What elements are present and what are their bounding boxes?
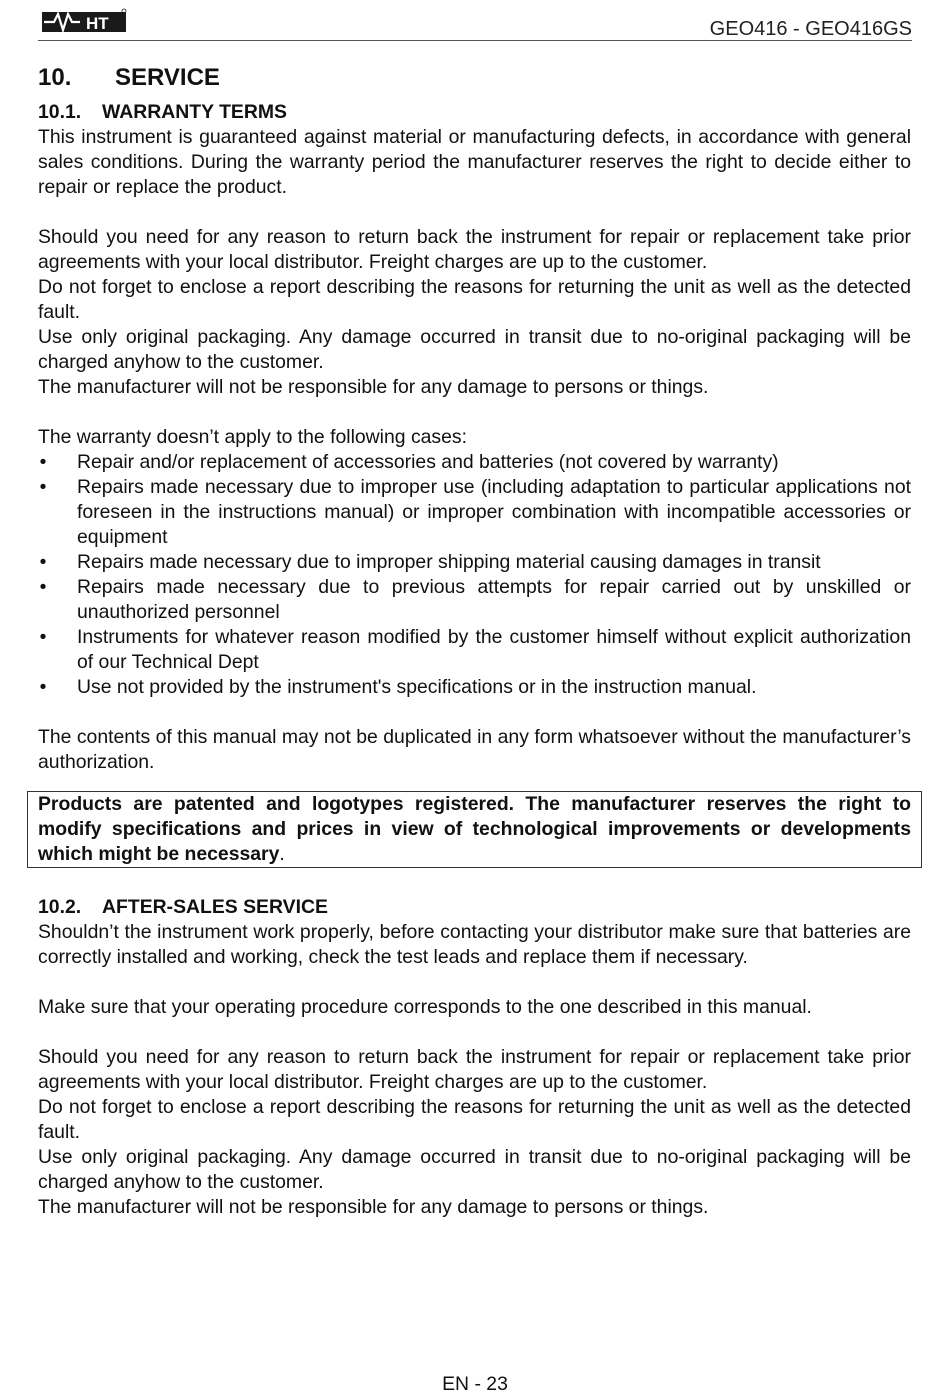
- after-sales-paragraph: Shouldn’t the instrument work properly, before contacting your distributor make sure that batteries are correctly installed and working, check the test leads and replace them if necessary.: [38, 921, 911, 968]
- section-heading: [38, 62, 911, 94]
- patent-notice-box: [27, 791, 922, 868]
- after-sales-paragraph: Do not forget to enclose a report describing the reasons for returning the unit as well as the detected fault.: [38, 1096, 911, 1143]
- warranty-paragraph: Do not forget to enclose a report describing the reasons for returning the unit as well as the detected fault.: [38, 276, 911, 323]
- after-sales-number: 10.2.: [38, 896, 82, 918]
- list-item: • Repairs made necessary due to previous attempts for repair carried out by unskilled or unauthorized personnel: [39, 576, 911, 623]
- warranty-number: 10.1.: [38, 101, 82, 123]
- document-code: GEO416 - GEO416GS: [709, 18, 912, 40]
- after-sales-paragraph: Should you need for any reason to return back the instrument for repair or replacement take prior agreements with your local distributor. Freight charges are up to the customer.: [38, 1046, 911, 1093]
- list-item: • Repairs made necessary due to improper use (including adaptation to particular applications not foreseen in the instructions manual) or improper combination with incompatible accessories or equipment: [39, 476, 911, 548]
- warranty-paragraph: This instrument is guaranteed against material or manufacturing defects, in accordance with general sales conditions. During the warranty period the manufacturer reserves the right to decide either to repair or replace the product.: [38, 126, 911, 198]
- warranty-cases-intro: The warranty doesn’t apply to the following cases:: [38, 426, 467, 448]
- after-sales-paragraph: Use only original packaging. Any damage occurred in transit due to no-original packaging will be charged anyhow to the customer.: [38, 1146, 911, 1193]
- bullet-icon: •: [39, 551, 47, 573]
- ht-logo: [40, 8, 128, 36]
- after-sales-title: AFTER-SALES SERVICE: [102, 896, 328, 918]
- warranty-heading: [38, 100, 911, 125]
- patent-notice-text: Products are patented and logotypes registered. The manufacturer reserves the right to modify specifications and prices in view of technological improvements or developments which might be necessary.: [38, 793, 911, 865]
- list-item: • Use not provided by the instrument's specifications or in the instruction manual.: [39, 676, 757, 698]
- bullet-icon: •: [39, 576, 47, 598]
- warranty-paragraph: Use only original packaging. Any damage occurred in transit due to no-original packaging will be charged anyhow to the customer.: [38, 326, 911, 373]
- bullet-icon: •: [39, 626, 47, 648]
- section-title: SERVICE: [115, 64, 220, 91]
- list-item: • Repair and/or replacement of accessories and batteries (not covered by warranty): [39, 451, 779, 473]
- bullet-icon: •: [39, 451, 47, 473]
- bullet-icon: •: [39, 476, 47, 498]
- warranty-title: WARRANTY TERMS: [102, 101, 287, 123]
- after-sales-paragraph: Make sure that your operating procedure corresponds to the one described in this manual.: [38, 996, 812, 1018]
- svg-text:HT: HT: [86, 14, 109, 33]
- bullet-icon: •: [39, 676, 47, 698]
- page-number: EN - 23: [442, 1373, 508, 1395]
- warranty-paragraph: Should you need for any reason to return back the instrument for repair or replacement take prior agreements with your local distributor. Freight charges are up to the customer.: [38, 226, 911, 273]
- duplication-notice: The contents of this manual may not be duplicated in any form whatsoever without the manufacturer’s authorization.: [38, 726, 911, 773]
- page-content: [38, 62, 911, 1220]
- list-item: • Repairs made necessary due to improper shipping material causing damages in transit: [39, 551, 821, 573]
- warranty-exclusions-list: [38, 450, 911, 700]
- warranty-paragraph: The manufacturer will not be responsible for any damage to persons or things.: [38, 376, 709, 398]
- page-header: [38, 6, 912, 40]
- after-sales-heading: [38, 895, 911, 920]
- header-divider: [38, 40, 912, 41]
- list-item: • Instruments for whatever reason modified by the customer himself without explicit authorization of our Technical Dept: [39, 626, 911, 673]
- section-number: 10.: [38, 64, 72, 91]
- after-sales-paragraph: The manufacturer will not be responsible for any damage to persons or things.: [38, 1196, 709, 1218]
